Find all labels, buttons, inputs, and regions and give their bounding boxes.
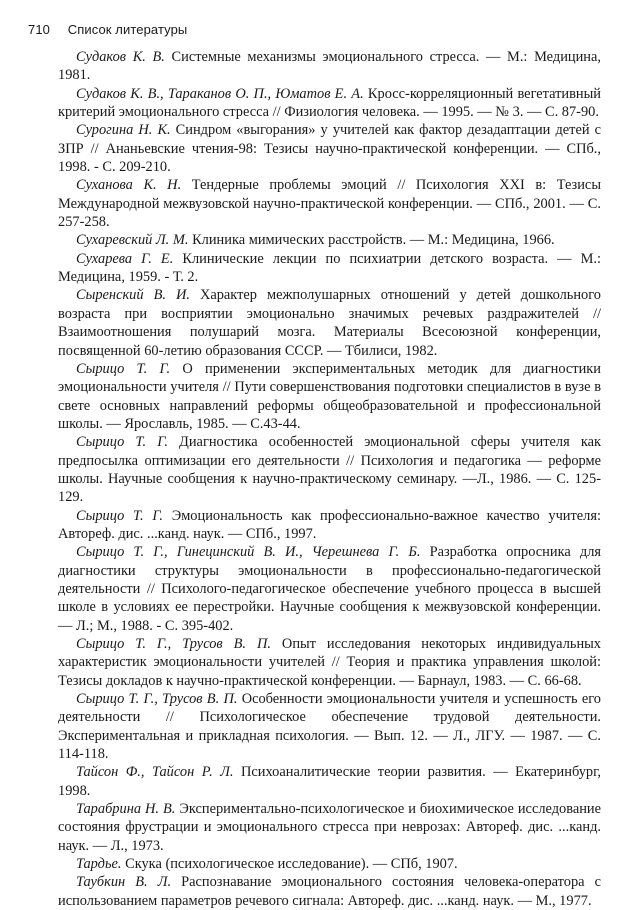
reference-entry <box>58 800 601 855</box>
reference-author: Судаков К. В. <box>76 49 165 65</box>
reference-entry <box>58 635 601 690</box>
page-number: 710 <box>28 22 50 37</box>
reference-author: Сырицо Т. Г. <box>76 434 168 451</box>
reference-entry <box>58 231 601 249</box>
reference-text: Кросс-корреляционный вегетативный критерий эмоционального стресса // Физиология человека. — 1995. — № 3. — С. 87-90. <box>58 85 602 121</box>
reference-entry <box>58 763 601 800</box>
reference-author: Таубкин В. Л. <box>76 874 172 891</box>
reference-text: Скука (психологическое исследование). — СПб, 1907. <box>121 856 458 873</box>
reference-author: Судаков К. В., Тараканов О. П., Юматов Е. А. <box>76 85 364 102</box>
reference-entry <box>58 48 601 85</box>
reference-entry <box>58 433 601 506</box>
reference-author: Сырицо Т. Г., Гинецинский В. И., Черешнева Г. Б. <box>76 544 421 561</box>
reference-author: Сырицо Т. Г. <box>76 360 171 377</box>
reference-text: Тендерные проблемы эмоций // Психология XXI в: Тезисы Международной межвузовской научно-практической конференции. — СПб., 2001. — С. 257-258. <box>58 177 601 231</box>
reference-entry <box>58 121 601 176</box>
reference-author: Сырицо Т. Г. <box>76 507 164 524</box>
reference-text: О применении экспериментальных методик для диагностики эмоциональности учителя // Пути совершенствования подготовки специалистов в вузе в свете основных направлений реформы общеобразовательной и профессиональной школы. — Ярославль, 1985. — С.43-44. <box>58 360 601 432</box>
reference-list <box>58 48 601 910</box>
reference-text: Распознавание эмоционального состояния человека-оператора с использованием параметров речевого сигнала: Автореф. дис. ...канд. наук. — М., 1977. <box>58 874 602 909</box>
reference-author: Сурогина Н. К. <box>76 122 171 139</box>
reference-text: Разработка опросника для диагностики структуры эмоциональности в профессионально-педагогической деятельности // Психолого-педагогическое обеспечение учебного процесса в высшей школе в условиях ее перестройки. Научные сообщения к межвузовской конференции. — Л.; М., 1988. - С. 395-402. <box>58 544 601 634</box>
reference-text: Психоаналитические теории развития. — Екатеринбург, 1998. <box>58 764 601 799</box>
reference-entry <box>58 873 601 910</box>
reference-text: Эмоциональность как профессионально-важное качество учителя: Автореф. дис. ...канд. наук. — СПб., 1997. <box>58 507 601 542</box>
reference-author: Сухаревский Л. М. <box>76 232 189 249</box>
reference-entry <box>58 85 601 122</box>
reference-text: Опыт исследования некоторых индивидуальных характеристик эмоциональности учителей // Теория и практика управления школой: Тезисы докладов к научно-практической конференции. — Барнаул, 1983. — С. 66-68. <box>58 636 602 689</box>
reference-text: Экспериментально-психологическое и биохимическое исследование состояния фрустрации и эмоционального стресса при неврозах: Автореф. дис. ...канд. наук. — Л., 1973. <box>58 801 602 854</box>
reference-author: Тарабрина Н. В. <box>76 801 176 818</box>
reference-entry <box>58 507 601 544</box>
reference-text: Системные механизмы эмоционального стресса. — М.: Медицина, 1981. <box>58 49 601 84</box>
reference-text: Характер межполушарных отношений у детей дошкольного возраста при восприятии эмоционально значимых речевых раздражителей // Взаимоотношения полушарий мозга. Материалы Всесоюзной конференции, посвященной 60-летию образования СССР. — Тбилиси, 1982. <box>58 287 601 359</box>
running-head <box>28 22 187 37</box>
reference-text: Диагностика особенностей эмоциональной сферы учителя как предпосылка оптимизации его деятельности // Психология и педагогика — реформе школы. Научные сообщения к научно-практическому семинару. —Л., 1986. — С. 125-129. <box>58 434 601 506</box>
reference-entry <box>58 855 601 873</box>
reference-author: Суханова К. Н. <box>76 177 182 194</box>
reference-author: Сухарева Г. Е. <box>76 250 174 267</box>
reference-author: Сырицо Т. Г., Трусов В. П. <box>76 691 238 708</box>
reference-author: Сыренский В. И. <box>76 287 190 304</box>
reference-entry <box>58 286 601 359</box>
reference-entry <box>58 360 601 433</box>
reference-text: Клиника мимических расстройств. — М.: Медицина, 1966. <box>188 232 555 249</box>
reference-author: Сырицо Т. Г., Трусов В. П. <box>76 636 271 652</box>
reference-author: Тардье. <box>76 856 122 873</box>
reference-entry <box>58 543 601 635</box>
reference-author: Тайсон Ф., Тайсон Р. Л. <box>76 764 234 781</box>
reference-entry <box>58 690 601 763</box>
section-title: Список литературы <box>67 22 188 37</box>
reference-text: Особенности эмоциональности учителя и успешность его деятельности // Психологическое обеспечение трудовой деятельности. Экспериментальная и прикладная психология. — Вып. 12. — Л., ЛГУ. — 1987. — С. 114-118. <box>58 691 601 763</box>
reference-entry <box>58 250 601 287</box>
reference-text: Синдром «выгорания» у учителей как фактор дезадаптации детей с ЗПР // Ананьевские чтения-98: Тезисы научно-практической конференции. — СПб., 1998. - С. 209-210. <box>58 122 601 176</box>
reference-text: Клинические лекции по психиатрии детского возраста. — М.: Медицина, 1959. - Т. 2. <box>58 250 601 286</box>
reference-entry <box>58 176 601 231</box>
